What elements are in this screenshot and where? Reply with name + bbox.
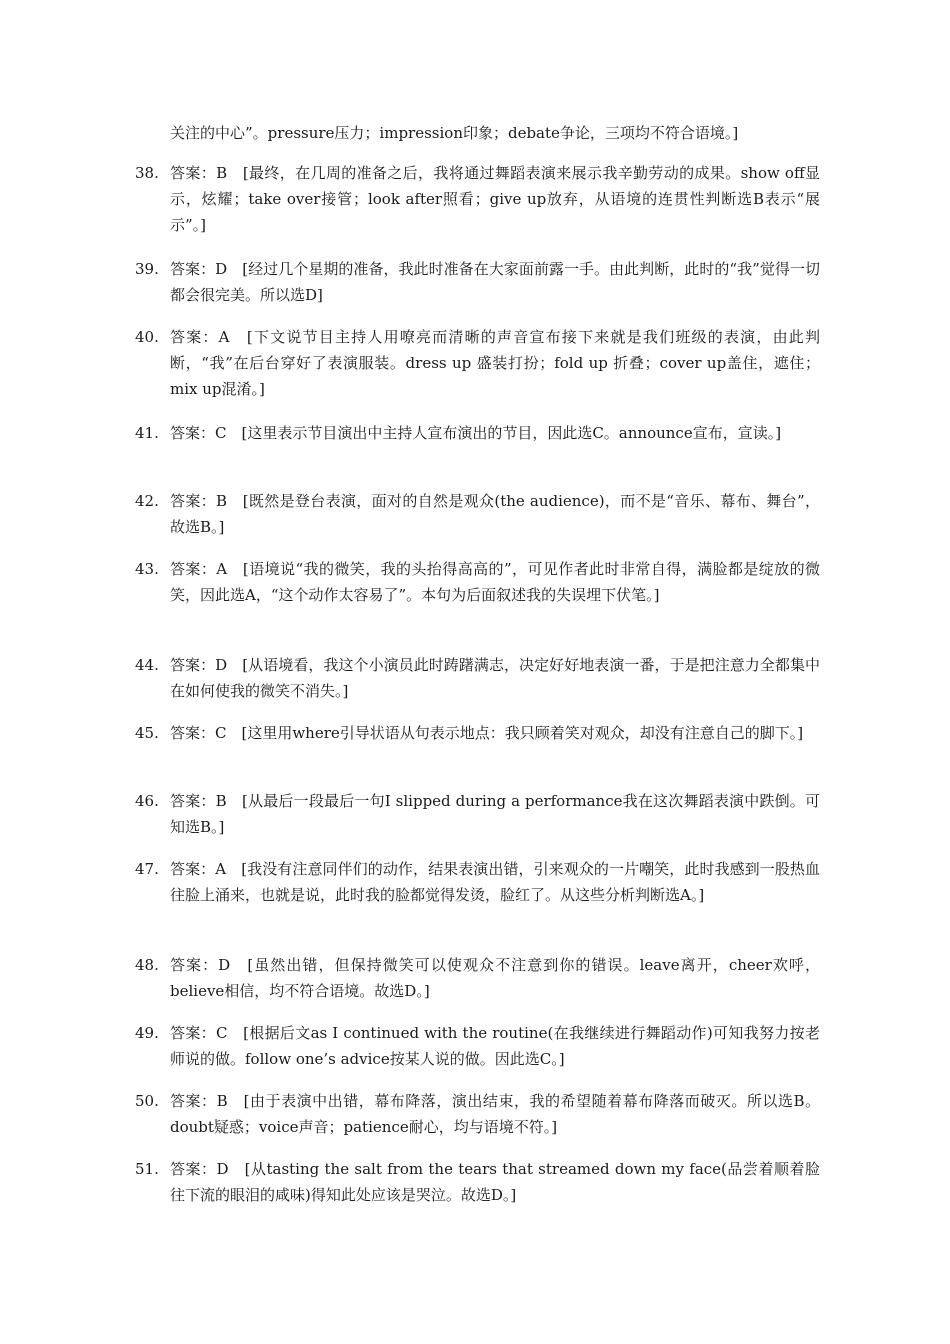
item-number: 49. [135,1024,159,1042]
item-number: 40. [135,328,159,346]
answer-item-44 [135,652,820,704]
answer-item-49 [135,1020,820,1072]
item-text: 答案：A [下文说节目主持人用嘹亮而清晰的声音宣布接下来就是我们班级的表演，由此判断，“我”在后台穿好了表演服装。dress up 盛装打扮；fold up 折叠；cover up盖住，遮住；mix up混淆。] [170,328,820,398]
item-text: 答案：A [语境说“我的微笑，我的头抬得高高的”，可见作者此时非常自得，满脸都是绽放的微笑，因此选A，“这个动作太容易了”。本句为后面叙述我的失误埋下伏笔。] [170,560,820,604]
item-number: 51. [135,1160,159,1178]
answer-item-40 [135,324,820,402]
item-text: 答案：B [从最后一段最后一句I slipped during a performance我在这次舞蹈表演中跌倒。可知选B。] [170,792,820,836]
item-text: 答案：B [最终，在几周的准备之后，我将通过舞蹈表演来展示我辛勤劳动的成果。show off显示，炫耀；take over接管；look after照看；give up放弃，从语境的连贯性判断选B表示“展示”。] [170,164,820,234]
answer-item-43 [135,556,820,608]
item-number: 39. [135,260,159,278]
item-text: 答案：C [这里用where引导状语从句表示地点：我只顾着笑对观众，却没有注意自己的脚下。] [170,724,804,742]
item-text: 答案：D [从语境看，我这个小演员此时踌躇满志，决定好好地表演一番，于是把注意力全都集中在如何使我的微笑不消失。] [170,656,820,700]
answer-item-42 [135,488,820,540]
item-number: 44. [135,656,159,674]
answer-item-46 [135,788,820,840]
item-text: 答案：B [既然是登台表演，面对的自然是观众(the audience)，而不是“音乐、幕布、舞台”，故选B。] [170,492,820,536]
item-number: 50. [135,1092,159,1110]
answer-item-48 [135,952,820,1004]
answer-item-39 [135,256,820,308]
item-text: 答案：C [根据后文as I continued with the routine(在我继续进行舞蹈动作)可知我努力按老师说的做。follow one’s advice按某人说的做。因此选C。] [170,1024,820,1068]
item-text: 答案：A [我没有注意同伴们的动作，结果表演出错，引来观众的一片嘲笑，此时我感到一股热血往脸上涌来，也就是说，此时我的脸都觉得发烫，脸红了。从这些分析判断选A。] [170,860,820,904]
continuation-text: 关注的中心”。pressure压力；impression印象；debate争论，三项均不符合语境。] [170,124,739,142]
answer-item-38 [135,160,820,238]
answer-item-41 [135,420,820,446]
item-number: 42. [135,492,159,510]
item-number: 46. [135,792,159,810]
item-number: 45. [135,724,159,742]
answer-item-47 [135,856,820,908]
item-text: 答案：B [由于表演中出错，幕布降落，演出结束，我的希望随着幕布降落而破灭。所以选B。doubt疑惑；voice声音；patience耐心，均与语境不符。] [170,1092,820,1136]
item-number: 47. [135,860,159,878]
item-number: 38. [135,164,159,182]
answer-item-45 [135,720,820,746]
item-text: 答案：C [这里表示节目演出中主持人宣布演出的节目，因此选C。announce宣布，宣读。] [170,424,782,442]
item-number: 43. [135,560,159,578]
answer-item-51 [135,1156,820,1208]
item-text: 答案：D [虽然出错，但保持微笑可以使观众不注意到你的错误。leave离开，cheer欢呼，believe相信，均不符合语境。故选D。] [170,956,820,1000]
item-text: 答案：D [从tasting the salt from the tears that streamed down my face(品尝着顺着脸往下流的眼泪的咸味)得知此处应该是哭泣。故选D。] [170,1160,820,1204]
item-number: 48. [135,956,159,974]
item-number: 41. [135,424,159,442]
answer-item-50 [135,1088,820,1140]
item-text: 答案：D [经过几个星期的准备，我此时准备在大家面前露一手。由此判断，此时的“我”觉得一切都会很完美。所以选D] [170,260,820,304]
